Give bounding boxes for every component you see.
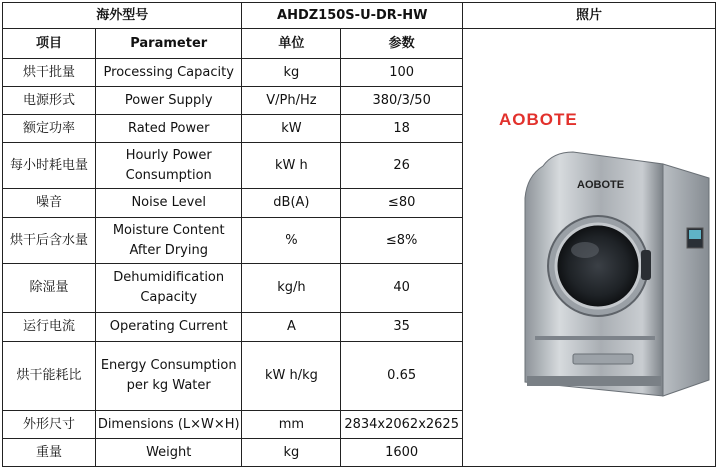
product-photo	[463, 32, 715, 464]
col-header-item: 项目	[3, 29, 96, 59]
row-parameter: Noise Level	[95, 189, 242, 218]
row-parameter: Rated Power	[95, 115, 242, 143]
row-item: 每小时耗电量	[3, 143, 96, 189]
row-unit: mm	[242, 411, 341, 439]
row-value: 26	[341, 143, 463, 189]
row-item: 烘干能耗比	[3, 342, 96, 411]
row-value: 40	[341, 264, 463, 313]
row-unit: kg	[242, 59, 341, 87]
machine-brand-label: AOBOTE	[576, 178, 625, 191]
row-parameter: Processing Capacity	[95, 59, 242, 87]
spec-table	[2, 2, 716, 467]
row-parameter: Power Supply	[95, 87, 242, 115]
photo-label: 照片	[462, 3, 715, 29]
photo-cell	[462, 29, 715, 467]
row-unit: kW	[242, 115, 341, 143]
row-unit: kW h/kg	[242, 342, 341, 411]
model-label: 海外型号	[3, 3, 242, 29]
col-header-value: 参数	[341, 29, 463, 59]
row-parameter: Hourly Power Consumption	[95, 143, 242, 189]
row-item: 噪音	[3, 189, 96, 218]
row-value: ≤8%	[341, 218, 463, 264]
row-value: ≤80	[341, 189, 463, 218]
row-value: 380/3/50	[341, 87, 463, 115]
col-header-parameter: Parameter	[95, 29, 242, 59]
row-item: 电源形式	[3, 87, 96, 115]
row-unit: kg/h	[242, 264, 341, 313]
row-unit: dB(A)	[242, 189, 341, 218]
row-value: 35	[341, 313, 463, 342]
column-header-row	[3, 29, 716, 59]
row-unit: A	[242, 313, 341, 342]
row-item: 除湿量	[3, 264, 96, 313]
row-unit: kW h	[242, 143, 341, 189]
row-item: 烘干后含水量	[3, 218, 96, 264]
row-parameter: Dehumidification Capacity	[95, 264, 242, 313]
row-parameter: Weight	[95, 439, 242, 467]
brand-logo: AOBOTE	[498, 109, 578, 129]
row-unit: %	[242, 218, 341, 264]
row-parameter: Operating Current	[95, 313, 242, 342]
dryer-machine-image	[513, 150, 711, 410]
row-parameter: Moisture Content After Drying	[95, 218, 242, 264]
row-value: 100	[341, 59, 463, 87]
row-item: 运行电流	[3, 313, 96, 342]
row-unit: V/Ph/Hz	[242, 87, 341, 115]
row-parameter: Energy Consumption per kg Water	[95, 342, 242, 411]
row-parameter: Dimensions (L×W×H)	[95, 411, 242, 439]
row-value: 2834x2062x2625	[341, 411, 463, 439]
row-value: 0.65	[341, 342, 463, 411]
row-unit: kg	[242, 439, 341, 467]
row-item: 额定功率	[3, 115, 96, 143]
model-value: AHDZ150S-U-DR-HW	[242, 3, 462, 29]
row-value: 18	[341, 115, 463, 143]
model-header-row	[3, 3, 716, 29]
col-header-unit: 单位	[242, 29, 341, 59]
row-item: 重量	[3, 439, 96, 467]
row-item: 外形尺寸	[3, 411, 96, 439]
row-value: 1600	[341, 439, 463, 467]
row-item: 烘干批量	[3, 59, 96, 87]
